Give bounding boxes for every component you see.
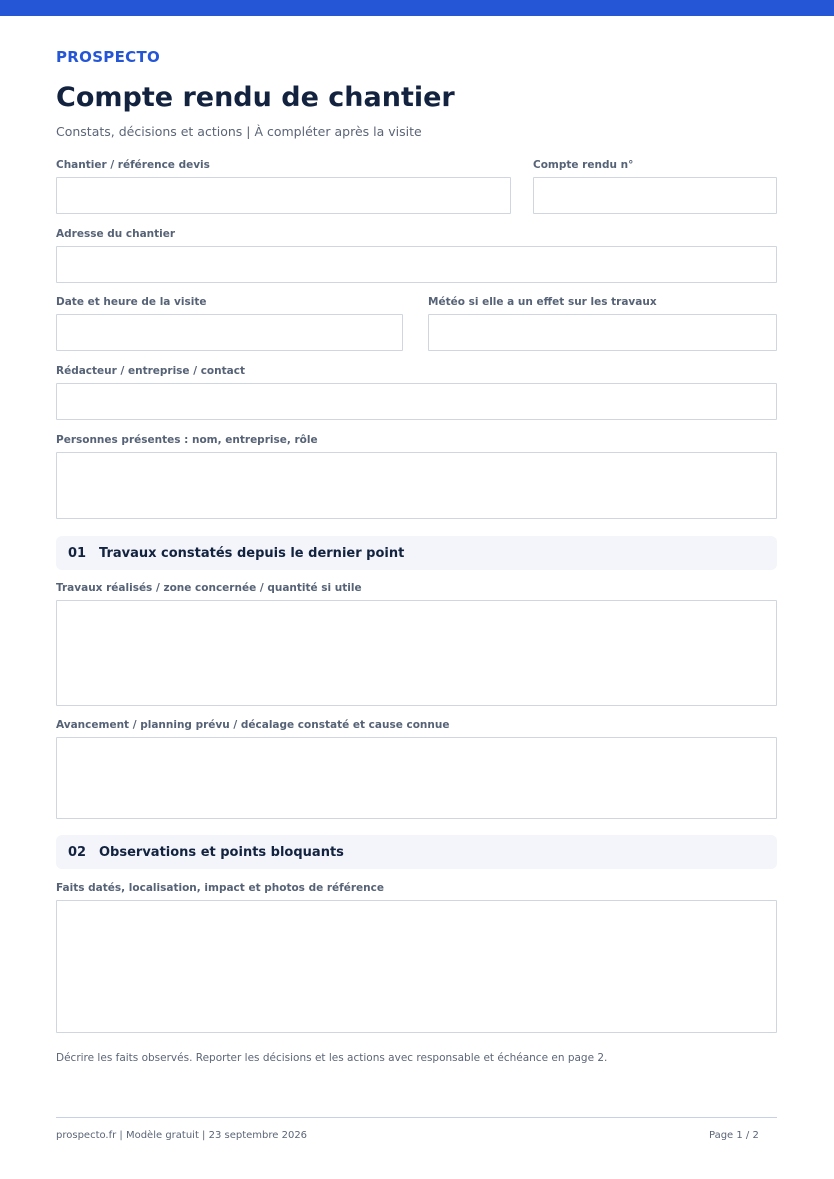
meteo-label: Météo si elle a un effet sur les travaux — [428, 296, 657, 308]
travaux-realises-label: Travaux réalisés / zone concernée / quantité si utile — [56, 582, 362, 594]
footer-divider — [56, 1117, 777, 1118]
section-number: 02 — [68, 845, 87, 860]
section-title: Travaux constatés depuis le dernier point — [99, 546, 405, 561]
section-header-02 — [56, 835, 777, 869]
chantier-field[interactable] — [56, 177, 511, 214]
chantier-label: Chantier / référence devis — [56, 159, 210, 171]
personnes-field[interactable] — [56, 452, 777, 519]
brand-name: PROSPECTO — [56, 48, 161, 66]
meteo-field[interactable] — [428, 314, 777, 351]
page-number: Page 1 / 2 — [709, 1130, 759, 1141]
avancement-field[interactable] — [56, 737, 777, 819]
adresse-field[interactable] — [56, 246, 777, 283]
top-accent-bar — [0, 0, 834, 16]
section-number: 01 — [68, 546, 87, 561]
page-title: Compte rendu de chantier — [56, 82, 455, 113]
personnes-label: Personnes présentes : nom, entreprise, rôle — [56, 434, 318, 446]
page-subtitle: Constats, décisions et actions | À compléter après la visite — [56, 124, 422, 139]
observations-label: Faits datés, localisation, impact et photos de référence — [56, 882, 384, 894]
cr-number-label: Compte rendu n° — [533, 159, 634, 171]
adresse-label: Adresse du chantier — [56, 228, 176, 240]
observations-field[interactable] — [56, 900, 777, 1033]
footer-info: prospecto.fr | Modèle gratuit | 23 septembre 2026 — [56, 1130, 308, 1141]
instruction-note: Décrire les faits observés. Reporter les décisions et les actions avec responsable et échéance en page 2. — [56, 1052, 608, 1064]
section-title: Observations et points bloquants — [99, 845, 344, 860]
cr-number-field[interactable] — [533, 177, 777, 214]
date-visite-field[interactable] — [56, 314, 403, 351]
redacteur-label: Rédacteur / entreprise / contact — [56, 365, 245, 377]
date-visite-label: Date et heure de la visite — [56, 296, 207, 308]
redacteur-field[interactable] — [56, 383, 777, 420]
avancement-label: Avancement / planning prévu / décalage constaté et cause connue — [56, 719, 450, 731]
section-header-01 — [56, 536, 777, 570]
travaux-realises-field[interactable] — [56, 600, 777, 706]
